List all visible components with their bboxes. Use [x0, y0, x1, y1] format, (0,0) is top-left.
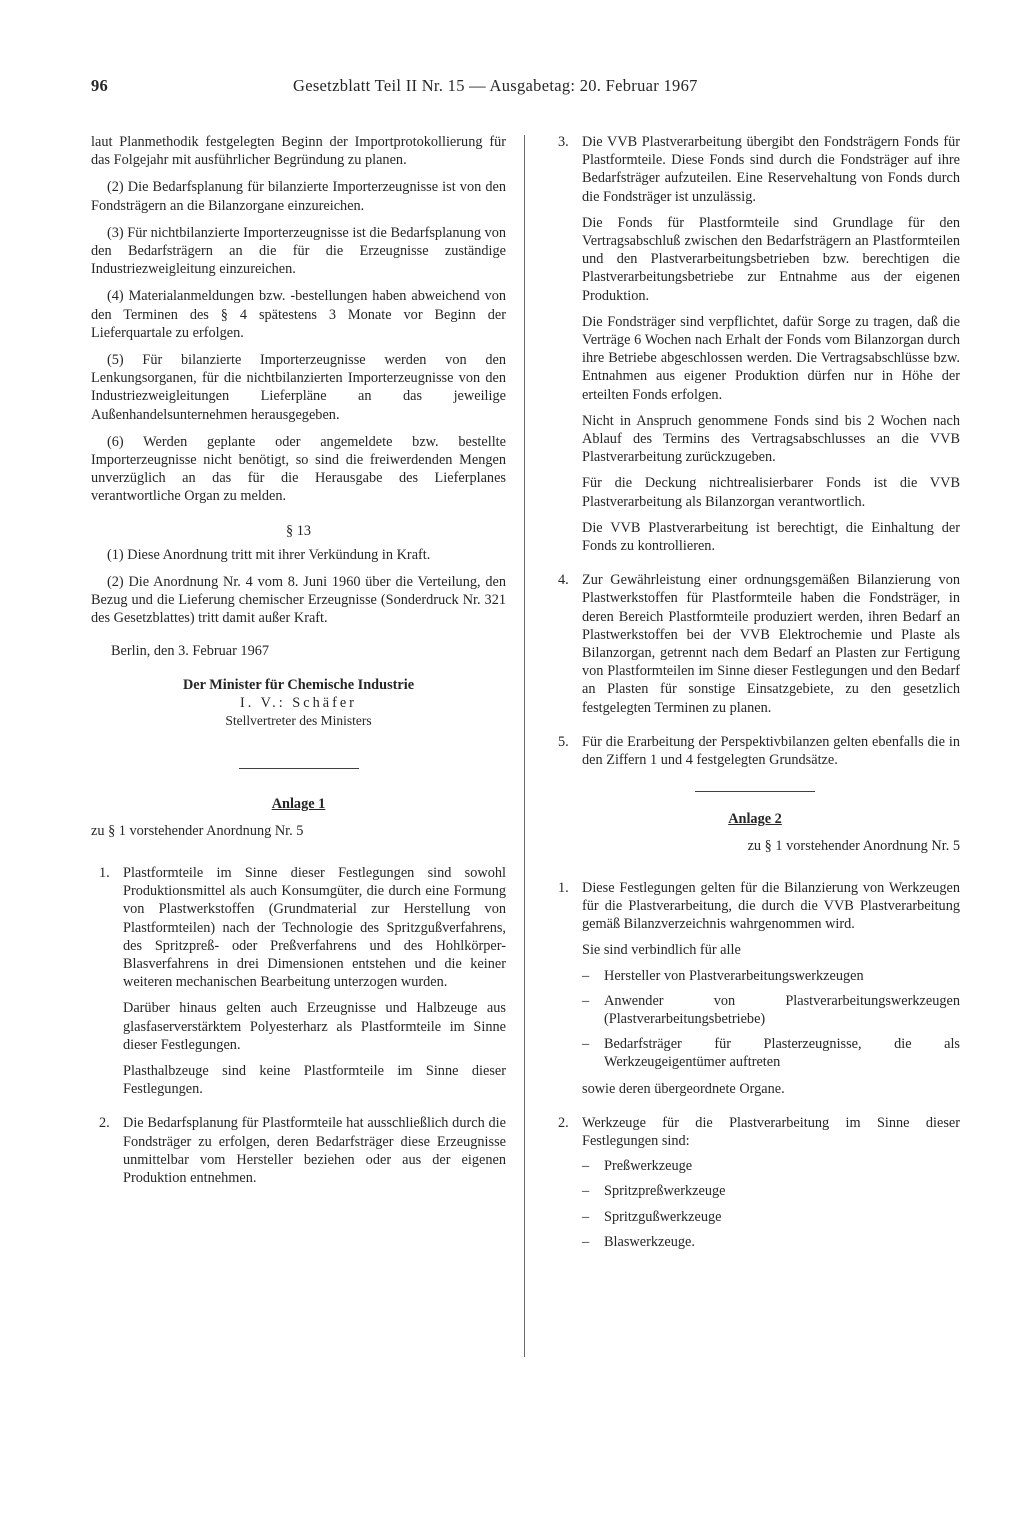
tool-list [582, 1157, 960, 1251]
page-header [91, 76, 961, 98]
dash-bullet: – [582, 967, 590, 984]
dash-item-text: Spritzpreßwerkzeuge [604, 1183, 726, 1200]
dash-bullet: – [582, 1036, 590, 1053]
item-paragraph: Die VVB Plastverarbeitung übergibt den Fondsträgern Fonds für Plastformteile. Diese Fonds sind durch die Fondsträger auf ihre Bedarfsträger aufzuteilen. Eine Reservehaltung von Fonds durch die Fondsträger ist unzulässig. [582, 134, 960, 205]
section-paragraph-1: (1) Diese Anordnung tritt mit ihrer Verkündung in Kraft. [107, 546, 431, 563]
annex-1-item-5 [550, 733, 960, 769]
dash-bullet: – [582, 992, 590, 1009]
paragraph-continuation: laut Planmethodik festgelegten Beginn der Importprotokollierung für das Folgejahr mit ausführlicher Begründung zu planen. [91, 134, 506, 169]
item-paragraph: Nicht in Anspruch genommene Fonds sind bis 2 Wochen nach Ablauf des Termins des Vertragsabschlusses an die VVB Plastverarbeitung zurückzugeben. [582, 412, 960, 466]
dash-item-text: Bedarfsträger für Plasterzeugnisse, die als Werkzeugeigentümer auftreten [604, 1036, 960, 1071]
dash-list-item [582, 1233, 960, 1251]
dash-list-item [582, 1208, 960, 1226]
dash-list-item [582, 1157, 960, 1175]
section-heading: § 13 [285, 522, 312, 539]
item-paragraph: Die Fonds für Plastformteile sind Grundlage für den Vertragsabschluß zwischen den Bedarfsträgern an Plastformteilen und den Plastverarbeitungsbetrieben bzw. berechtigen die Plastverarbeitungsbetriebe zur Entnahme aus der eigenen Produktion. [582, 214, 960, 304]
item-paragraph: Plasthalbzeuge sind keine Plastformteile im Sinne dieser Festlegungen. [123, 1062, 506, 1098]
signature-block [91, 676, 506, 731]
separator-rule [239, 768, 359, 769]
annex-1-reference: zu § 1 vorstehender Anordnung Nr. 5 [91, 822, 304, 839]
signature-role: Stellvertreter des Ministers [225, 713, 372, 729]
annex-1-title: Anlage 1 [271, 796, 326, 813]
annex-2-title: Anlage 2 [728, 811, 782, 828]
item-number: 4. [558, 572, 569, 589]
annex-2-reference: zu § 1 vorstehender Anordnung Nr. 5 [747, 837, 960, 854]
item-paragraph: Diese Festlegungen gelten für die Bilanzierung von Werkzeugen für die Plastverarbeitung, die durch die VVB Plastverarbeitung gemäß Bilanzverzeichnis wahrgenommen wird. [582, 879, 960, 933]
item-paragraph: Plastformteile im Sinne dieser Festlegungen sind sowohl Produktionsmittel als auch Konsumgüter, die durch eine Formung von Plastwerkstoffen (Grundmaterial zur Herstellung von Plastformteilen) nach der Technologie des Spritzgußverfahrens, des Spritzpreß- oder Preßverfahrens und des Hohlkörper-Blasverfahrens in drei Dimensionen entstehen und die keiner weiteren mechanischen Bearbeitung unterzogen wurden. [123, 864, 506, 991]
item-number: 1. [558, 879, 569, 896]
paragraph-2: (2) Die Bedarfsplanung für bilanzierte Importerzeugnisse ist von den Fondsträgern an die Bilanzorgane einzureichen. [91, 179, 506, 214]
dash-item-text: Preßwerkzeuge [604, 1158, 693, 1175]
item-lead: Sie sind verbindlich für alle [582, 942, 741, 959]
item-number: 2. [99, 1115, 110, 1132]
item-paragraph: Die VVB Plastverarbeitung ist berechtigt, die Einhaltung der Fonds zu kontrollieren. [582, 519, 960, 555]
dash-item-text: Hersteller von Plastverarbeitungswerkzeugen [604, 967, 864, 984]
annex-2-item-1 [550, 879, 960, 1098]
dash-item-text: Anwender von Plastverarbeitungswerkzeugen (Plastverarbeitungsbetriebe) [604, 992, 960, 1027]
dash-bullet: – [582, 1158, 590, 1175]
paragraph-4: (4) Materialanmeldungen bzw. -bestellungen haben abweichend von den Terminen des § 4 spätestens 3 Monate vor Beginn der Lieferquartale zu erfolgen. [91, 288, 506, 341]
signature-office: Der Minister für Chemische Industrie [182, 676, 415, 693]
annex-1-item-3 [550, 133, 960, 555]
paragraph-3: (3) Für nichtbilanzierte Importerzeugnisse ist die Bedarfsplanung von den Bedarfsträgern an die für die Erzeugnisse zuständige Industriezweigleitung einzureichen. [91, 224, 507, 278]
item-number: 5. [558, 733, 569, 750]
paragraph-6: (6) Werden geplante oder angemeldete bzw. bestellte Importerzeugnisse nicht benötigt, so sind die freiwerdenden Mengen unverzüglich an das für die Herausgabe des Lieferplanes verantwortliche Organ zu melden. [91, 433, 506, 505]
page-number: 96 [91, 76, 109, 95]
dash-list-item [582, 1035, 960, 1071]
dash-list-item [582, 992, 960, 1028]
annex-1-item-1 [91, 864, 506, 1098]
item-paragraph: Werkzeuge für die Plastverarbeitung im Sinne dieser Festlegungen sind: [582, 1114, 960, 1149]
item-number: 2. [558, 1114, 569, 1131]
dash-list-item [582, 967, 960, 985]
right-column [550, 133, 960, 1251]
annex-1-item-2 [91, 1114, 506, 1187]
item-closing: sowie deren übergeordnete Organe. [582, 1080, 785, 1097]
item-paragraph: Darüber hinaus gelten auch Erzeugnisse und Halbzeuge aus glasfaserverstärktem Polyesterharz als Plastformteile im Sinne dieser Festlegungen. [123, 1000, 506, 1053]
dash-bullet: – [582, 1183, 590, 1200]
section-paragraph-2: (2) Die Anordnung Nr. 4 vom 8. Juni 1960 über die Verteilung, den Bezug und die Lieferung chemischer Erzeugnisse (Sonderdruck Nr. 321 des Gesetzblattes) tritt damit außer Kraft. [91, 574, 506, 627]
dash-bullet: – [582, 1208, 590, 1225]
left-column [91, 133, 506, 1187]
place-and-date: Berlin, den 3. Februar 1967 [111, 642, 270, 659]
item-number: 3. [558, 134, 569, 150]
item-number: 1. [99, 864, 110, 881]
dash-item-text: Blaswerkzeuge. [604, 1233, 695, 1250]
gazette-title: Gesetzblatt Teil II Nr. 15 — Ausgabetag: 20. Februar 1967 [293, 76, 698, 95]
column-divider [524, 135, 525, 1357]
annex-2-item-2 [550, 1114, 960, 1251]
signature-signer: I. V.: Schäfer [240, 695, 357, 712]
item-paragraph: Die Bedarfsplanung für Plastformteile hat ausschließlich durch die Fondsträger zu erfolgen, deren Bedarfsträger diese Erzeugnisse unmittelbar vom Hersteller beziehen oder aus der eigenen Produktion entnehmen. [123, 1115, 506, 1186]
item-paragraph: Zur Gewährleistung einer ordnungsgemäßen Bilanzierung von Plastwerkstoffen für Plastformteile haben die Fondsträger, in deren Bereich Plastformteile produziert werden, ihren Bedarf an Plastwerkstoffen bei der VVB Elektrochemie und Plaste als Bilanzorgan, getrennt nach dem Bedarf an Plasten zur Fertigung von Plastformteilen im Sinne dieser Festlegungen und den Bedarf an Plasten für sonstige Einsatzgebiete, zu den gesetzlich festgelegten Terminen zu planen. [582, 572, 960, 716]
dash-item-text: Spritzgußwerkzeuge [604, 1208, 722, 1225]
item-paragraph: Für die Erarbeitung der Perspektivbilanzen gelten ebenfalls die in den Ziffern 1 und 4 festgelegten Grundsätze. [582, 733, 960, 769]
dash-bullet: – [582, 1233, 590, 1250]
separator-rule [695, 791, 815, 792]
item-paragraph: Die Fondsträger sind verpflichtet, dafür Sorge zu tragen, daß die Verträge 6 Wochen nach Erhalt der Fonds vom Bilanzorgan durch ihre Betriebe abgeschlossen werden. Die Vertragsabschlüsse bzw. Entnahmen aus eigener Produktion dürfen nur in Höhe der erteilten Fonds erfolgen. [582, 313, 960, 403]
annex-1-item-4 [550, 571, 960, 717]
dash-list-item [582, 1182, 960, 1200]
paragraph-5: (5) Für bilanzierte Importerzeugnisse werden von den Lenkungsorganen, für die nichtbilanzierten Importerzeugnisse von den Industriezweigleitungen Lieferpläne an das jeweilige Außenhandelsunternehmen herausgegeben. [91, 352, 506, 423]
item-paragraph: Für die Deckung nichtrealisierbarer Fonds ist die VVB Plastverarbeitung als Bilanzorgan verantwortlich. [582, 475, 960, 510]
